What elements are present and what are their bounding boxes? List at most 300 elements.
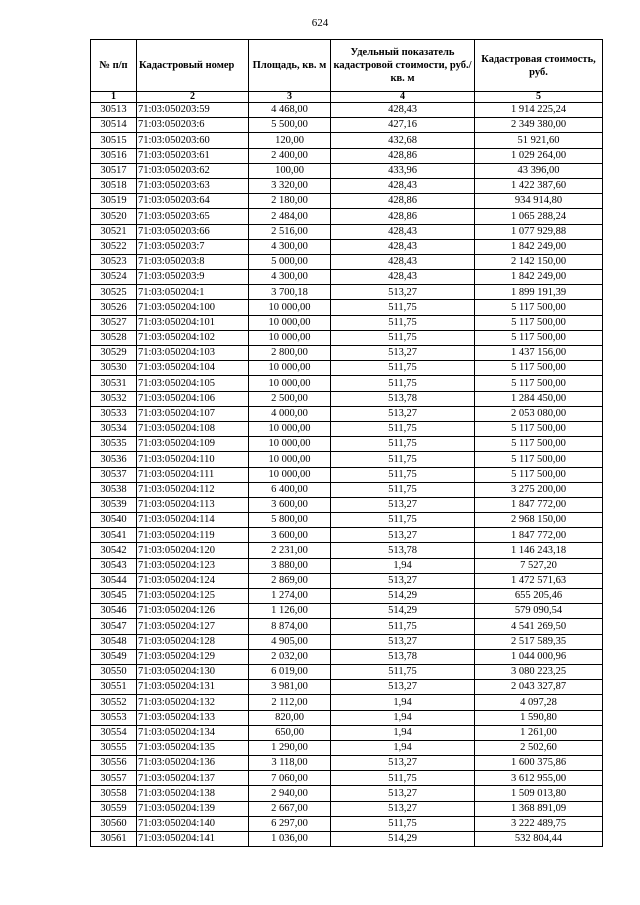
cadastral-value-cell: 2 968 150,00 — [475, 513, 603, 528]
area-cell: 10 000,00 — [249, 300, 331, 315]
cadastral-number-cell: 71:03:050204:106 — [137, 391, 249, 406]
cadastral-value-cell: 532 804,44 — [475, 832, 603, 847]
specific-value-cell: 511,75 — [331, 452, 475, 467]
table-row — [91, 497, 603, 512]
cadastral-number-cell: 71:03:050204:141 — [137, 832, 249, 847]
cadastral-value-cell: 4 541 269,50 — [475, 619, 603, 634]
row-number-cell: 30517 — [91, 163, 137, 178]
cadastral-value-cell: 5 117 500,00 — [475, 376, 603, 391]
specific-value-cell: 428,43 — [331, 239, 475, 254]
specific-value-cell: 513,27 — [331, 786, 475, 801]
specific-value-cell: 428,86 — [331, 194, 475, 209]
area-cell: 4 000,00 — [249, 406, 331, 421]
specific-value-cell: 1,94 — [331, 725, 475, 740]
specific-value-cell: 511,75 — [331, 437, 475, 452]
row-number-cell: 30527 — [91, 315, 137, 330]
row-number-cell: 30548 — [91, 634, 137, 649]
area-cell: 10 000,00 — [249, 437, 331, 452]
column-index: 2 — [137, 92, 249, 103]
cadastral-value-cell: 5 117 500,00 — [475, 315, 603, 330]
cadastral-number-cell: 71:03:050204:132 — [137, 695, 249, 710]
table-row — [91, 543, 603, 558]
header-cadastral-value: Кадастровая стоимость, руб. — [475, 40, 603, 92]
cadastral-value-cell: 1 842 249,00 — [475, 270, 603, 285]
cadastral-number-cell: 71:03:050203:66 — [137, 224, 249, 239]
specific-value-cell: 511,75 — [331, 619, 475, 634]
area-cell: 2 180,00 — [249, 194, 331, 209]
row-number-cell: 30561 — [91, 832, 137, 847]
row-number-cell: 30539 — [91, 497, 137, 512]
cadastral-value-cell: 1 368 891,09 — [475, 801, 603, 816]
specific-value-cell: 514,29 — [331, 604, 475, 619]
cadastral-value-cell: 1 847 772,00 — [475, 528, 603, 543]
row-number-cell: 30535 — [91, 437, 137, 452]
row-number-cell: 30519 — [91, 194, 137, 209]
area-cell: 2 484,00 — [249, 209, 331, 224]
cadastral-number-cell: 71:03:050204:102 — [137, 330, 249, 345]
area-cell: 10 000,00 — [249, 452, 331, 467]
cadastral-number-cell: 71:03:050204:123 — [137, 558, 249, 573]
specific-value-cell: 513,27 — [331, 497, 475, 512]
cadastral-number-cell: 71:03:050204:134 — [137, 725, 249, 740]
cadastral-value-cell: 4 097,28 — [475, 695, 603, 710]
cadastral-value-cell: 1 065 288,24 — [475, 209, 603, 224]
row-number-cell: 30529 — [91, 346, 137, 361]
area-cell: 2 800,00 — [249, 346, 331, 361]
area-cell: 3 880,00 — [249, 558, 331, 573]
row-number-cell: 30538 — [91, 482, 137, 497]
cadastral-value-cell: 3 612 955,00 — [475, 771, 603, 786]
area-cell: 2 940,00 — [249, 786, 331, 801]
area-cell: 10 000,00 — [249, 315, 331, 330]
cadastral-number-cell: 71:03:050204:137 — [137, 771, 249, 786]
area-cell: 650,00 — [249, 725, 331, 740]
table-row — [91, 740, 603, 755]
row-number-cell: 30520 — [91, 209, 137, 224]
area-cell: 1 126,00 — [249, 604, 331, 619]
row-number-cell: 30549 — [91, 649, 137, 664]
specific-value-cell: 511,75 — [331, 816, 475, 831]
table-row — [91, 634, 603, 649]
cadastral-value-cell: 1 847 772,00 — [475, 497, 603, 512]
table-row — [91, 725, 603, 740]
table-row — [91, 163, 603, 178]
specific-value-cell: 513,78 — [331, 391, 475, 406]
row-number-cell: 30518 — [91, 178, 137, 193]
table-row — [91, 619, 603, 634]
cadastral-value-table — [90, 39, 603, 847]
area-cell: 7 060,00 — [249, 771, 331, 786]
header-cadastral-number: Кадастровый номер — [137, 40, 249, 92]
row-number-cell: 30516 — [91, 148, 137, 163]
cadastral-value-cell: 5 117 500,00 — [475, 330, 603, 345]
row-number-cell: 30550 — [91, 664, 137, 679]
cadastral-value-cell: 5 117 500,00 — [475, 452, 603, 467]
specific-value-cell: 514,29 — [331, 832, 475, 847]
cadastral-number-cell: 71:03:050204:101 — [137, 315, 249, 330]
cadastral-number-cell: 71:03:050204:126 — [137, 604, 249, 619]
area-cell: 6 297,00 — [249, 816, 331, 831]
cadastral-number-cell: 71:03:050203:6 — [137, 118, 249, 133]
cadastral-number-cell: 71:03:050204:1 — [137, 285, 249, 300]
cadastral-number-cell: 71:03:050204:107 — [137, 406, 249, 421]
row-number-cell: 30559 — [91, 801, 137, 816]
specific-value-cell: 513,78 — [331, 543, 475, 558]
specific-value-cell: 1,94 — [331, 558, 475, 573]
table-row — [91, 254, 603, 269]
page-number: 624 — [311, 17, 329, 29]
cadastral-value-cell: 1 044 000,96 — [475, 649, 603, 664]
specific-value-cell: 513,27 — [331, 346, 475, 361]
cadastral-value-cell: 5 117 500,00 — [475, 300, 603, 315]
cadastral-number-cell: 71:03:050204:114 — [137, 513, 249, 528]
row-number-cell: 30536 — [91, 452, 137, 467]
cadastral-value-cell: 2 502,60 — [475, 740, 603, 755]
column-index: 1 — [91, 92, 137, 103]
cadastral-value-cell: 2 043 327,87 — [475, 680, 603, 695]
table-row — [91, 710, 603, 725]
table-row — [91, 300, 603, 315]
cadastral-number-cell: 71:03:050203:64 — [137, 194, 249, 209]
cadastral-number-cell: 71:03:050204:133 — [137, 710, 249, 725]
row-number-cell: 30557 — [91, 771, 137, 786]
specific-value-cell: 513,27 — [331, 756, 475, 771]
table-row — [91, 270, 603, 285]
cadastral-value-cell: 1 284 450,00 — [475, 391, 603, 406]
table-row — [91, 771, 603, 786]
specific-value-cell: 428,43 — [331, 178, 475, 193]
specific-value-cell: 511,75 — [331, 513, 475, 528]
cadastral-value-cell: 43 396,00 — [475, 163, 603, 178]
specific-value-cell: 1,94 — [331, 695, 475, 710]
specific-value-cell: 511,75 — [331, 421, 475, 436]
column-index: 5 — [475, 92, 603, 103]
row-number-cell: 30524 — [91, 270, 137, 285]
specific-value-cell: 511,75 — [331, 315, 475, 330]
row-number-cell: 30542 — [91, 543, 137, 558]
area-cell: 1 274,00 — [249, 589, 331, 604]
table-row — [91, 103, 603, 118]
row-number-cell: 30544 — [91, 573, 137, 588]
table-row — [91, 315, 603, 330]
specific-value-cell: 511,75 — [331, 330, 475, 345]
row-number-cell: 30528 — [91, 330, 137, 345]
area-cell: 6 400,00 — [249, 482, 331, 497]
table-row — [91, 695, 603, 710]
cadastral-number-cell: 71:03:050204:104 — [137, 361, 249, 376]
cadastral-number-cell: 71:03:050204:127 — [137, 619, 249, 634]
cadastral-number-cell: 71:03:050204:131 — [137, 680, 249, 695]
specific-value-cell: 511,75 — [331, 771, 475, 786]
cadastral-value-cell: 3 222 489,75 — [475, 816, 603, 831]
table-row — [91, 239, 603, 254]
cadastral-number-cell: 71:03:050204:112 — [137, 482, 249, 497]
area-cell: 10 000,00 — [249, 330, 331, 345]
row-number-cell: 30560 — [91, 816, 137, 831]
cadastral-value-cell: 1 590,80 — [475, 710, 603, 725]
cadastral-number-cell: 71:03:050203:8 — [137, 254, 249, 269]
cadastral-number-cell: 71:03:050203:60 — [137, 133, 249, 148]
cadastral-value-cell: 2 142 150,00 — [475, 254, 603, 269]
specific-value-cell: 433,96 — [331, 163, 475, 178]
area-cell: 100,00 — [249, 163, 331, 178]
cadastral-value-cell: 1 509 013,80 — [475, 786, 603, 801]
cadastral-value-cell: 2 349 380,00 — [475, 118, 603, 133]
specific-value-cell: 513,27 — [331, 573, 475, 588]
row-number-cell: 30554 — [91, 725, 137, 740]
cadastral-value-cell: 5 117 500,00 — [475, 467, 603, 482]
specific-value-cell: 428,43 — [331, 224, 475, 239]
header-specific-value: Удельный показатель кадастровой стоимости, руб./кв. м — [331, 40, 475, 92]
cadastral-value-cell: 934 914,80 — [475, 194, 603, 209]
cadastral-value-cell: 2 053 080,00 — [475, 406, 603, 421]
cadastral-value-cell: 2 517 589,35 — [475, 634, 603, 649]
area-cell: 1 290,00 — [249, 740, 331, 755]
table-row — [91, 558, 603, 573]
row-number-cell: 30513 — [91, 103, 137, 118]
cadastral-number-cell: 71:03:050204:138 — [137, 786, 249, 801]
table-row — [91, 406, 603, 421]
cadastral-value-cell: 5 117 500,00 — [475, 421, 603, 436]
row-number-cell: 30532 — [91, 391, 137, 406]
area-cell: 120,00 — [249, 133, 331, 148]
row-number-cell: 30531 — [91, 376, 137, 391]
cadastral-value-cell: 3 080 223,25 — [475, 664, 603, 679]
area-cell: 3 118,00 — [249, 756, 331, 771]
table-row — [91, 148, 603, 163]
table-row — [91, 452, 603, 467]
cadastral-number-cell: 71:03:050204:109 — [137, 437, 249, 452]
table-row — [91, 756, 603, 771]
cadastral-number-cell: 71:03:050203:9 — [137, 270, 249, 285]
area-cell: 2 032,00 — [249, 649, 331, 664]
specific-value-cell: 511,75 — [331, 361, 475, 376]
cadastral-number-cell: 71:03:050204:113 — [137, 497, 249, 512]
table-row — [91, 589, 603, 604]
row-number-cell: 30522 — [91, 239, 137, 254]
row-number-cell: 30537 — [91, 467, 137, 482]
specific-value-cell: 427,16 — [331, 118, 475, 133]
cadastral-number-cell: 71:03:050203:61 — [137, 148, 249, 163]
table-row — [91, 285, 603, 300]
row-number-cell: 30534 — [91, 421, 137, 436]
row-number-cell: 30533 — [91, 406, 137, 421]
cadastral-number-cell: 71:03:050204:135 — [137, 740, 249, 755]
row-number-cell: 30515 — [91, 133, 137, 148]
row-number-cell: 30547 — [91, 619, 137, 634]
table-row — [91, 482, 603, 497]
cadastral-number-cell: 71:03:050204:125 — [137, 589, 249, 604]
table-row — [91, 178, 603, 193]
cadastral-number-cell: 71:03:050204:140 — [137, 816, 249, 831]
row-number-cell: 30552 — [91, 695, 137, 710]
specific-value-cell: 511,75 — [331, 664, 475, 679]
cadastral-number-cell: 71:03:050204:129 — [137, 649, 249, 664]
row-number-cell: 30526 — [91, 300, 137, 315]
cadastral-number-cell: 71:03:050203:59 — [137, 103, 249, 118]
specific-value-cell: 428,43 — [331, 254, 475, 269]
specific-value-cell: 511,75 — [331, 300, 475, 315]
table-row — [91, 224, 603, 239]
table-row — [91, 467, 603, 482]
area-cell: 10 000,00 — [249, 421, 331, 436]
table-row — [91, 786, 603, 801]
row-number-cell: 30556 — [91, 756, 137, 771]
table-body — [91, 103, 603, 847]
specific-value-cell: 513,27 — [331, 634, 475, 649]
cadastral-number-cell: 71:03:050204:128 — [137, 634, 249, 649]
specific-value-cell: 513,27 — [331, 406, 475, 421]
table-row — [91, 421, 603, 436]
specific-value-cell: 511,75 — [331, 467, 475, 482]
cadastral-number-cell: 71:03:050203:7 — [137, 239, 249, 254]
table-row — [91, 649, 603, 664]
cadastral-number-cell: 71:03:050204:124 — [137, 573, 249, 588]
specific-value-cell: 513,78 — [331, 649, 475, 664]
area-cell: 6 019,00 — [249, 664, 331, 679]
specific-value-cell: 432,68 — [331, 133, 475, 148]
row-number-cell: 30546 — [91, 604, 137, 619]
cadastral-value-cell: 5 117 500,00 — [475, 437, 603, 452]
specific-value-cell: 513,27 — [331, 528, 475, 543]
area-cell: 4 905,00 — [249, 634, 331, 649]
table-row — [91, 604, 603, 619]
specific-value-cell: 1,94 — [331, 740, 475, 755]
area-cell: 2 400,00 — [249, 148, 331, 163]
row-number-cell: 30530 — [91, 361, 137, 376]
cadastral-number-cell: 71:03:050204:108 — [137, 421, 249, 436]
cadastral-number-cell: 71:03:050204:139 — [137, 801, 249, 816]
cadastral-value-cell: 1 600 375,86 — [475, 756, 603, 771]
area-cell: 4 468,00 — [249, 103, 331, 118]
area-cell: 5 500,00 — [249, 118, 331, 133]
row-number-cell: 30545 — [91, 589, 137, 604]
table-row — [91, 330, 603, 345]
specific-value-cell: 513,27 — [331, 801, 475, 816]
cadastral-number-cell: 71:03:050204:120 — [137, 543, 249, 558]
table-row — [91, 376, 603, 391]
table-row — [91, 391, 603, 406]
area-cell: 5 000,00 — [249, 254, 331, 269]
area-cell: 8 874,00 — [249, 619, 331, 634]
table-row — [91, 573, 603, 588]
cadastral-number-cell: 71:03:050204:105 — [137, 376, 249, 391]
cadastral-value-cell: 7 527,20 — [475, 558, 603, 573]
area-cell: 2 500,00 — [249, 391, 331, 406]
area-cell: 3 600,00 — [249, 497, 331, 512]
table-row — [91, 361, 603, 376]
cadastral-value-cell: 51 921,60 — [475, 133, 603, 148]
specific-value-cell: 1,94 — [331, 710, 475, 725]
table-row — [91, 437, 603, 452]
cadastral-value-cell: 1 029 264,00 — [475, 148, 603, 163]
specific-value-cell: 428,43 — [331, 270, 475, 285]
area-cell: 1 036,00 — [249, 832, 331, 847]
cadastral-value-cell: 1 077 929,88 — [475, 224, 603, 239]
cadastral-value-cell: 3 275 200,00 — [475, 482, 603, 497]
area-cell: 2 231,00 — [249, 543, 331, 558]
cadastral-number-cell: 71:03:050204:111 — [137, 467, 249, 482]
table-row — [91, 816, 603, 831]
cadastral-value-cell: 1 422 387,60 — [475, 178, 603, 193]
table-row — [91, 346, 603, 361]
cadastral-number-cell: 71:03:050203:62 — [137, 163, 249, 178]
specific-value-cell: 513,27 — [331, 285, 475, 300]
header-row-number: № п/п — [91, 40, 137, 92]
table-row — [91, 209, 603, 224]
cadastral-number-cell: 71:03:050204:130 — [137, 664, 249, 679]
area-cell: 3 981,00 — [249, 680, 331, 695]
row-number-cell: 30555 — [91, 740, 137, 755]
specific-value-cell: 428,86 — [331, 148, 475, 163]
cadastral-number-cell: 71:03:050204:100 — [137, 300, 249, 315]
header-area: Площадь, кв. м — [249, 40, 331, 92]
area-cell: 3 700,18 — [249, 285, 331, 300]
column-index: 4 — [331, 92, 475, 103]
cadastral-value-cell: 1 899 191,39 — [475, 285, 603, 300]
table-row — [91, 664, 603, 679]
area-cell: 2 667,00 — [249, 801, 331, 816]
area-cell: 4 300,00 — [249, 239, 331, 254]
row-number-cell: 30521 — [91, 224, 137, 239]
cadastral-value-cell: 579 090,54 — [475, 604, 603, 619]
area-cell: 2 869,00 — [249, 573, 331, 588]
cadastral-value-cell: 1 914 225,24 — [475, 103, 603, 118]
column-index-row — [91, 92, 603, 103]
area-cell: 3 320,00 — [249, 178, 331, 193]
cadastral-value-cell: 1 437 156,00 — [475, 346, 603, 361]
specific-value-cell: 428,43 — [331, 103, 475, 118]
table-row — [91, 194, 603, 209]
row-number-cell: 30543 — [91, 558, 137, 573]
area-cell: 2 516,00 — [249, 224, 331, 239]
area-cell: 3 600,00 — [249, 528, 331, 543]
table-row — [91, 680, 603, 695]
area-cell: 4 300,00 — [249, 270, 331, 285]
row-number-cell: 30551 — [91, 680, 137, 695]
column-index: 3 — [249, 92, 331, 103]
cadastral-value-cell: 1 842 249,00 — [475, 239, 603, 254]
table-row — [91, 513, 603, 528]
specific-value-cell: 513,27 — [331, 680, 475, 695]
cadastral-number-cell: 71:03:050204:103 — [137, 346, 249, 361]
row-number-cell: 30541 — [91, 528, 137, 543]
cadastral-value-cell: 1 146 243,18 — [475, 543, 603, 558]
table-row — [91, 528, 603, 543]
cadastral-number-cell: 71:03:050204:119 — [137, 528, 249, 543]
row-number-cell: 30523 — [91, 254, 137, 269]
cadastral-value-cell: 5 117 500,00 — [475, 361, 603, 376]
cadastral-number-cell: 71:03:050204:136 — [137, 756, 249, 771]
cadastral-number-cell: 71:03:050203:63 — [137, 178, 249, 193]
row-number-cell: 30525 — [91, 285, 137, 300]
area-cell: 10 000,00 — [249, 361, 331, 376]
cadastral-value-cell: 1 472 571,63 — [475, 573, 603, 588]
specific-value-cell: 428,86 — [331, 209, 475, 224]
cadastral-number-cell: 71:03:050203:65 — [137, 209, 249, 224]
table-row — [91, 133, 603, 148]
row-number-cell: 30553 — [91, 710, 137, 725]
specific-value-cell: 511,75 — [331, 376, 475, 391]
area-cell: 10 000,00 — [249, 467, 331, 482]
area-cell: 2 112,00 — [249, 695, 331, 710]
table-row — [91, 801, 603, 816]
table-header-row — [91, 40, 603, 92]
specific-value-cell: 514,29 — [331, 589, 475, 604]
area-cell: 10 000,00 — [249, 376, 331, 391]
cadastral-value-cell: 1 261,00 — [475, 725, 603, 740]
area-cell: 5 800,00 — [249, 513, 331, 528]
